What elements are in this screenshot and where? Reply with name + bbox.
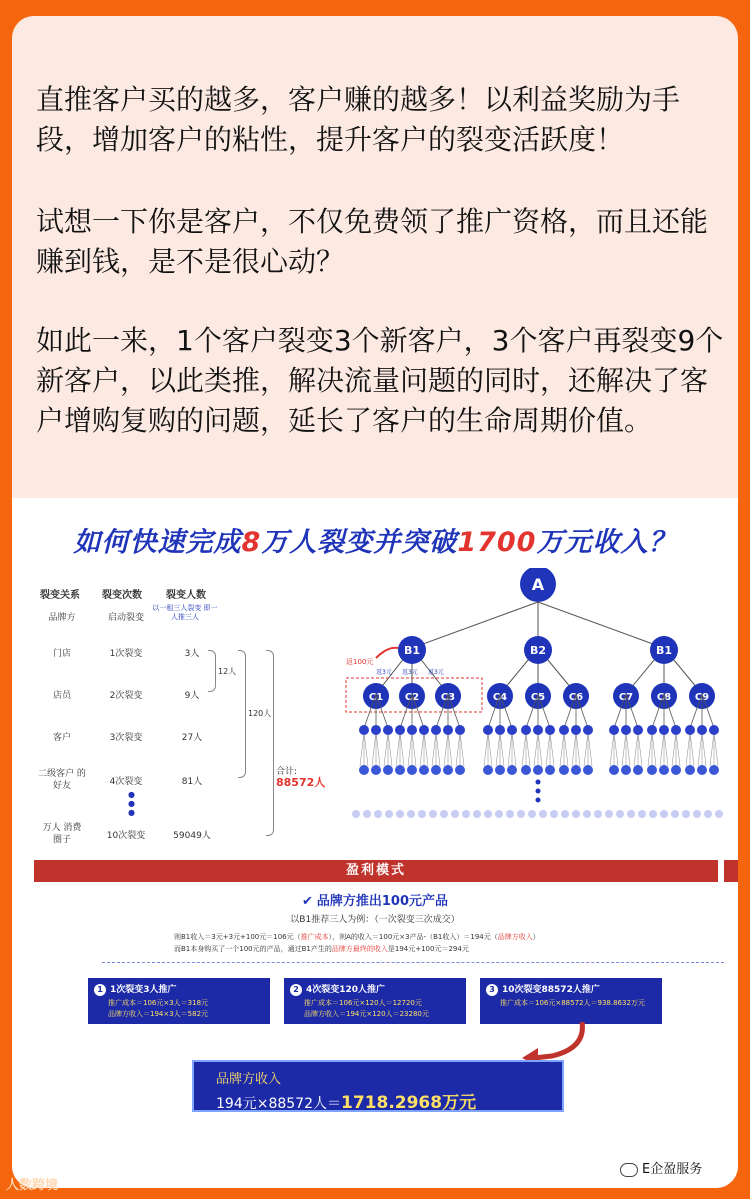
small-node: [533, 765, 543, 775]
bottom-dot: [396, 810, 404, 818]
bottom-dot: [352, 810, 360, 818]
node-label: B1: [655, 644, 673, 657]
node-label: C7: [618, 692, 634, 703]
node-label: C6: [568, 692, 584, 703]
promo-box-2: [284, 978, 466, 1024]
bottom-dot: [594, 810, 602, 818]
times-cell: 10次裂变: [106, 831, 146, 841]
small-node: [419, 765, 429, 775]
times-cell: 2次裂变: [109, 691, 143, 701]
total-value: 88572人: [276, 776, 326, 789]
small-node: [583, 725, 593, 735]
small-node: [709, 725, 719, 735]
small-node: [371, 725, 381, 735]
small-node: [383, 725, 393, 735]
small-node: [483, 765, 493, 775]
calc-line-2: 而B1本身购买了一个100元的产品，通过B1产生的品牌方最终的收入是194元+100元＝294元: [174, 945, 469, 953]
small-node: [443, 725, 453, 735]
times-cell: 1次裂变: [109, 649, 143, 659]
node-label: C2: [404, 692, 420, 703]
step-number: 1: [94, 984, 106, 996]
small-node: [697, 725, 707, 735]
small-return-label: 返3元: [428, 669, 444, 676]
small-node: [659, 765, 669, 775]
title-highlight-1: 8: [241, 527, 262, 558]
small-node: [431, 725, 441, 735]
small-node: [621, 765, 631, 775]
promo-box-1: [88, 978, 270, 1024]
small-node: [609, 765, 619, 775]
box-line: 推广成本＝106元×120人＝12720元: [304, 999, 422, 1007]
bottom-dot: [473, 810, 481, 818]
paragraph-1: 直推客户买的越多，客户赚的越多！以利益奖励为手段，增加客户的粘性，提升客户的裂变活跃度！: [36, 83, 681, 156]
box-title: 4次裂变120人推广: [306, 985, 386, 995]
small-node: [697, 765, 707, 775]
income-formula: 194元×88572人＝1718.2968万元: [216, 1093, 477, 1113]
profit-model-bar: 盈利模式: [34, 860, 718, 882]
small-node: [407, 725, 417, 735]
infographic-title: [12, 520, 738, 559]
bottom-dot: [616, 810, 624, 818]
small-node: [359, 725, 369, 735]
ellipsis-dot: [536, 798, 541, 803]
small-node: [621, 725, 631, 735]
small-node: [709, 765, 719, 775]
bottom-dot: [605, 810, 613, 818]
node-label: C4: [492, 692, 508, 703]
income-value: 1718.2968万元: [341, 1093, 477, 1113]
relation-cell: 客户: [52, 733, 71, 743]
node-label: B1: [403, 644, 421, 657]
income-title: 品牌方收入: [216, 1072, 282, 1087]
bottom-dot: [715, 810, 723, 818]
box-line: 品牌方收入＝194×3人＝582元: [108, 1010, 209, 1018]
small-node: [559, 765, 569, 775]
step-number: 2: [290, 984, 302, 996]
small-return-label: 返3元: [376, 669, 392, 676]
bottom-dot: [704, 810, 712, 818]
box-line: 推广成本＝106元×3人＝318元: [108, 999, 209, 1007]
small-node: [371, 765, 381, 775]
small-node: [571, 725, 581, 735]
bottom-dot: [638, 810, 646, 818]
title-part: 万元收入？: [536, 527, 677, 558]
bottom-dot: [495, 810, 503, 818]
calc-line-1: 则B1收入＝3元+3元+100元＝106元（推广成本），则A的收入＝100元×3产品-（B1收入）＝194元（品牌方收入）: [174, 933, 540, 941]
bottom-dot: [440, 810, 448, 818]
node-label: A: [531, 575, 545, 594]
small-node: [521, 765, 531, 775]
paragraph-2: 试想一下你是客户，不仅免费领了推广资格，而且还能赚到钱，是不是很心动？: [36, 205, 709, 278]
bracket-total: [266, 650, 274, 836]
headline-text: 品牌方推出100元产品: [316, 894, 449, 909]
box-title: 1次裂变3人推广: [110, 985, 177, 995]
small-node: [495, 725, 505, 735]
bottom-dot: [462, 810, 470, 818]
profit-bar-end: [724, 860, 738, 882]
small-node: [609, 725, 619, 735]
bracket-12: [208, 650, 216, 692]
small-node: [583, 765, 593, 775]
content-card: [12, 16, 738, 1188]
relation-cell: 品牌方: [48, 613, 76, 623]
times-cell: 启动裂变: [107, 613, 144, 623]
relation-cell: 门店: [52, 649, 71, 659]
node-label: B2: [529, 644, 547, 657]
small-node: [659, 725, 669, 735]
bottom-dot: [407, 810, 415, 818]
ellipsis-dot: [536, 780, 541, 785]
count-cell: 59049人: [173, 831, 211, 841]
check-icon: ✔: [301, 894, 313, 909]
fission-tree-diagram: [332, 568, 732, 838]
small-node: [495, 765, 505, 775]
small-node: [545, 765, 555, 775]
ellipsis-dot: [536, 789, 541, 794]
box-title: 10次裂变88572人推广: [502, 985, 600, 995]
bottom-dot: [363, 810, 371, 818]
small-node: [685, 725, 695, 735]
count-cell: 81人: [181, 777, 203, 787]
count-cell: 9人: [184, 691, 200, 701]
small-node: [443, 765, 453, 775]
times-cell: 4次裂变: [109, 777, 143, 787]
header-times: 裂变次数: [102, 590, 142, 601]
bottom-dot: [528, 810, 536, 818]
bottom-dot: [374, 810, 382, 818]
note-cell: 以一租三人裂变 即一人推三人: [152, 604, 218, 621]
bottom-dot: [583, 810, 591, 818]
product-headline: [12, 890, 738, 909]
wechat-icon: [620, 1163, 638, 1177]
account-name: [620, 1158, 702, 1177]
bottom-dots: [352, 780, 723, 819]
small-node: [407, 765, 417, 775]
header-relation: 裂变关系: [40, 590, 80, 601]
count-cell: 27人: [181, 733, 203, 743]
small-node: [559, 725, 569, 735]
small-node: [395, 765, 405, 775]
small-node: [671, 725, 681, 735]
bottom-dot: [506, 810, 514, 818]
bottom-dot: [418, 810, 426, 818]
small-node: [431, 765, 441, 775]
bottom-dot: [693, 810, 701, 818]
fission-infographic: [12, 498, 738, 1188]
small-node: [545, 725, 555, 735]
step-number: 3: [486, 984, 498, 996]
small-node: [633, 765, 643, 775]
small-node: [455, 725, 465, 735]
relation-cell: 万人 消费圈子: [42, 823, 82, 845]
count-cell: 3人: [184, 649, 200, 659]
bracket-120: [238, 650, 246, 778]
paragraph-3: 如此一来，1个客户裂变3个新客户，3个客户再裂变9个新客户，以此类推，解决流量问题的同时，还解决了客户增购复购的问题，延长了客户的生命周期价值。: [36, 324, 724, 437]
bottom-dot: [627, 810, 635, 818]
small-node: [533, 725, 543, 735]
small-node: [633, 725, 643, 735]
small-node: [507, 725, 517, 735]
level1-nodes: [398, 636, 678, 664]
relation-cell: 二级客户 的好友: [38, 769, 86, 791]
times-cell: 3次裂变: [109, 733, 143, 743]
ellipsis-dots: ● ● ●: [128, 790, 135, 817]
bottom-dot: [671, 810, 679, 818]
small-node: [507, 765, 517, 775]
small-node: [671, 765, 681, 775]
bottom-dot: [385, 810, 393, 818]
bottom-dot: [451, 810, 459, 818]
bottom-dot: [682, 810, 690, 818]
small-node: [419, 725, 429, 735]
total-label: 合计:: [276, 767, 298, 777]
node-label: C1: [368, 692, 384, 703]
small-node: [647, 725, 657, 735]
bottom-dot: [429, 810, 437, 818]
watermark-left: 人数跨境: [6, 1178, 59, 1193]
box-line: 品牌方收入＝194元×120人＝23280元: [304, 1010, 429, 1018]
title-part: 如何快速完成: [73, 527, 242, 558]
box-line: 推广成本＝106元×88572人＝938.8632万元: [500, 999, 645, 1007]
bracket-12-label: 12人: [218, 667, 237, 676]
bottom-dot: [517, 810, 525, 818]
title-highlight-2: 1700: [457, 527, 537, 558]
red-arrow: [376, 648, 398, 658]
account-label: E企盈服务: [642, 1162, 703, 1177]
bottom-dot: [561, 810, 569, 818]
node-label: C9: [694, 692, 710, 703]
small-node: [483, 725, 493, 735]
node-label: C8: [656, 692, 672, 703]
relation-cell: 店员: [52, 691, 71, 701]
bottom-dot: [550, 810, 558, 818]
bottom-dot: [649, 810, 657, 818]
bottom-dot: [572, 810, 580, 818]
dashed-divider: [102, 962, 724, 963]
return-label: 返100元: [346, 658, 374, 666]
header-count: 裂变人数: [166, 590, 206, 601]
small-node: [455, 765, 465, 775]
bracket-120-label: 120人: [248, 709, 272, 718]
example-line: 以B1推荐三人为例：（一次裂变三次成交）: [290, 915, 460, 925]
node-label: C5: [530, 692, 546, 703]
brand-income-box: [192, 1060, 564, 1112]
small-node: [383, 765, 393, 775]
small-node: [521, 725, 531, 735]
bottom-dot: [539, 810, 547, 818]
bottom-dot: [484, 810, 492, 818]
title-part: 万人裂变并突破: [261, 527, 458, 558]
small-node: [685, 765, 695, 775]
small-node: [359, 765, 369, 775]
small-node: [395, 725, 405, 735]
small-node: [647, 765, 657, 775]
node-label: C3: [440, 692, 456, 703]
small-node: [571, 765, 581, 775]
small-return-label: 返3元: [402, 669, 418, 676]
bottom-dot: [660, 810, 668, 818]
